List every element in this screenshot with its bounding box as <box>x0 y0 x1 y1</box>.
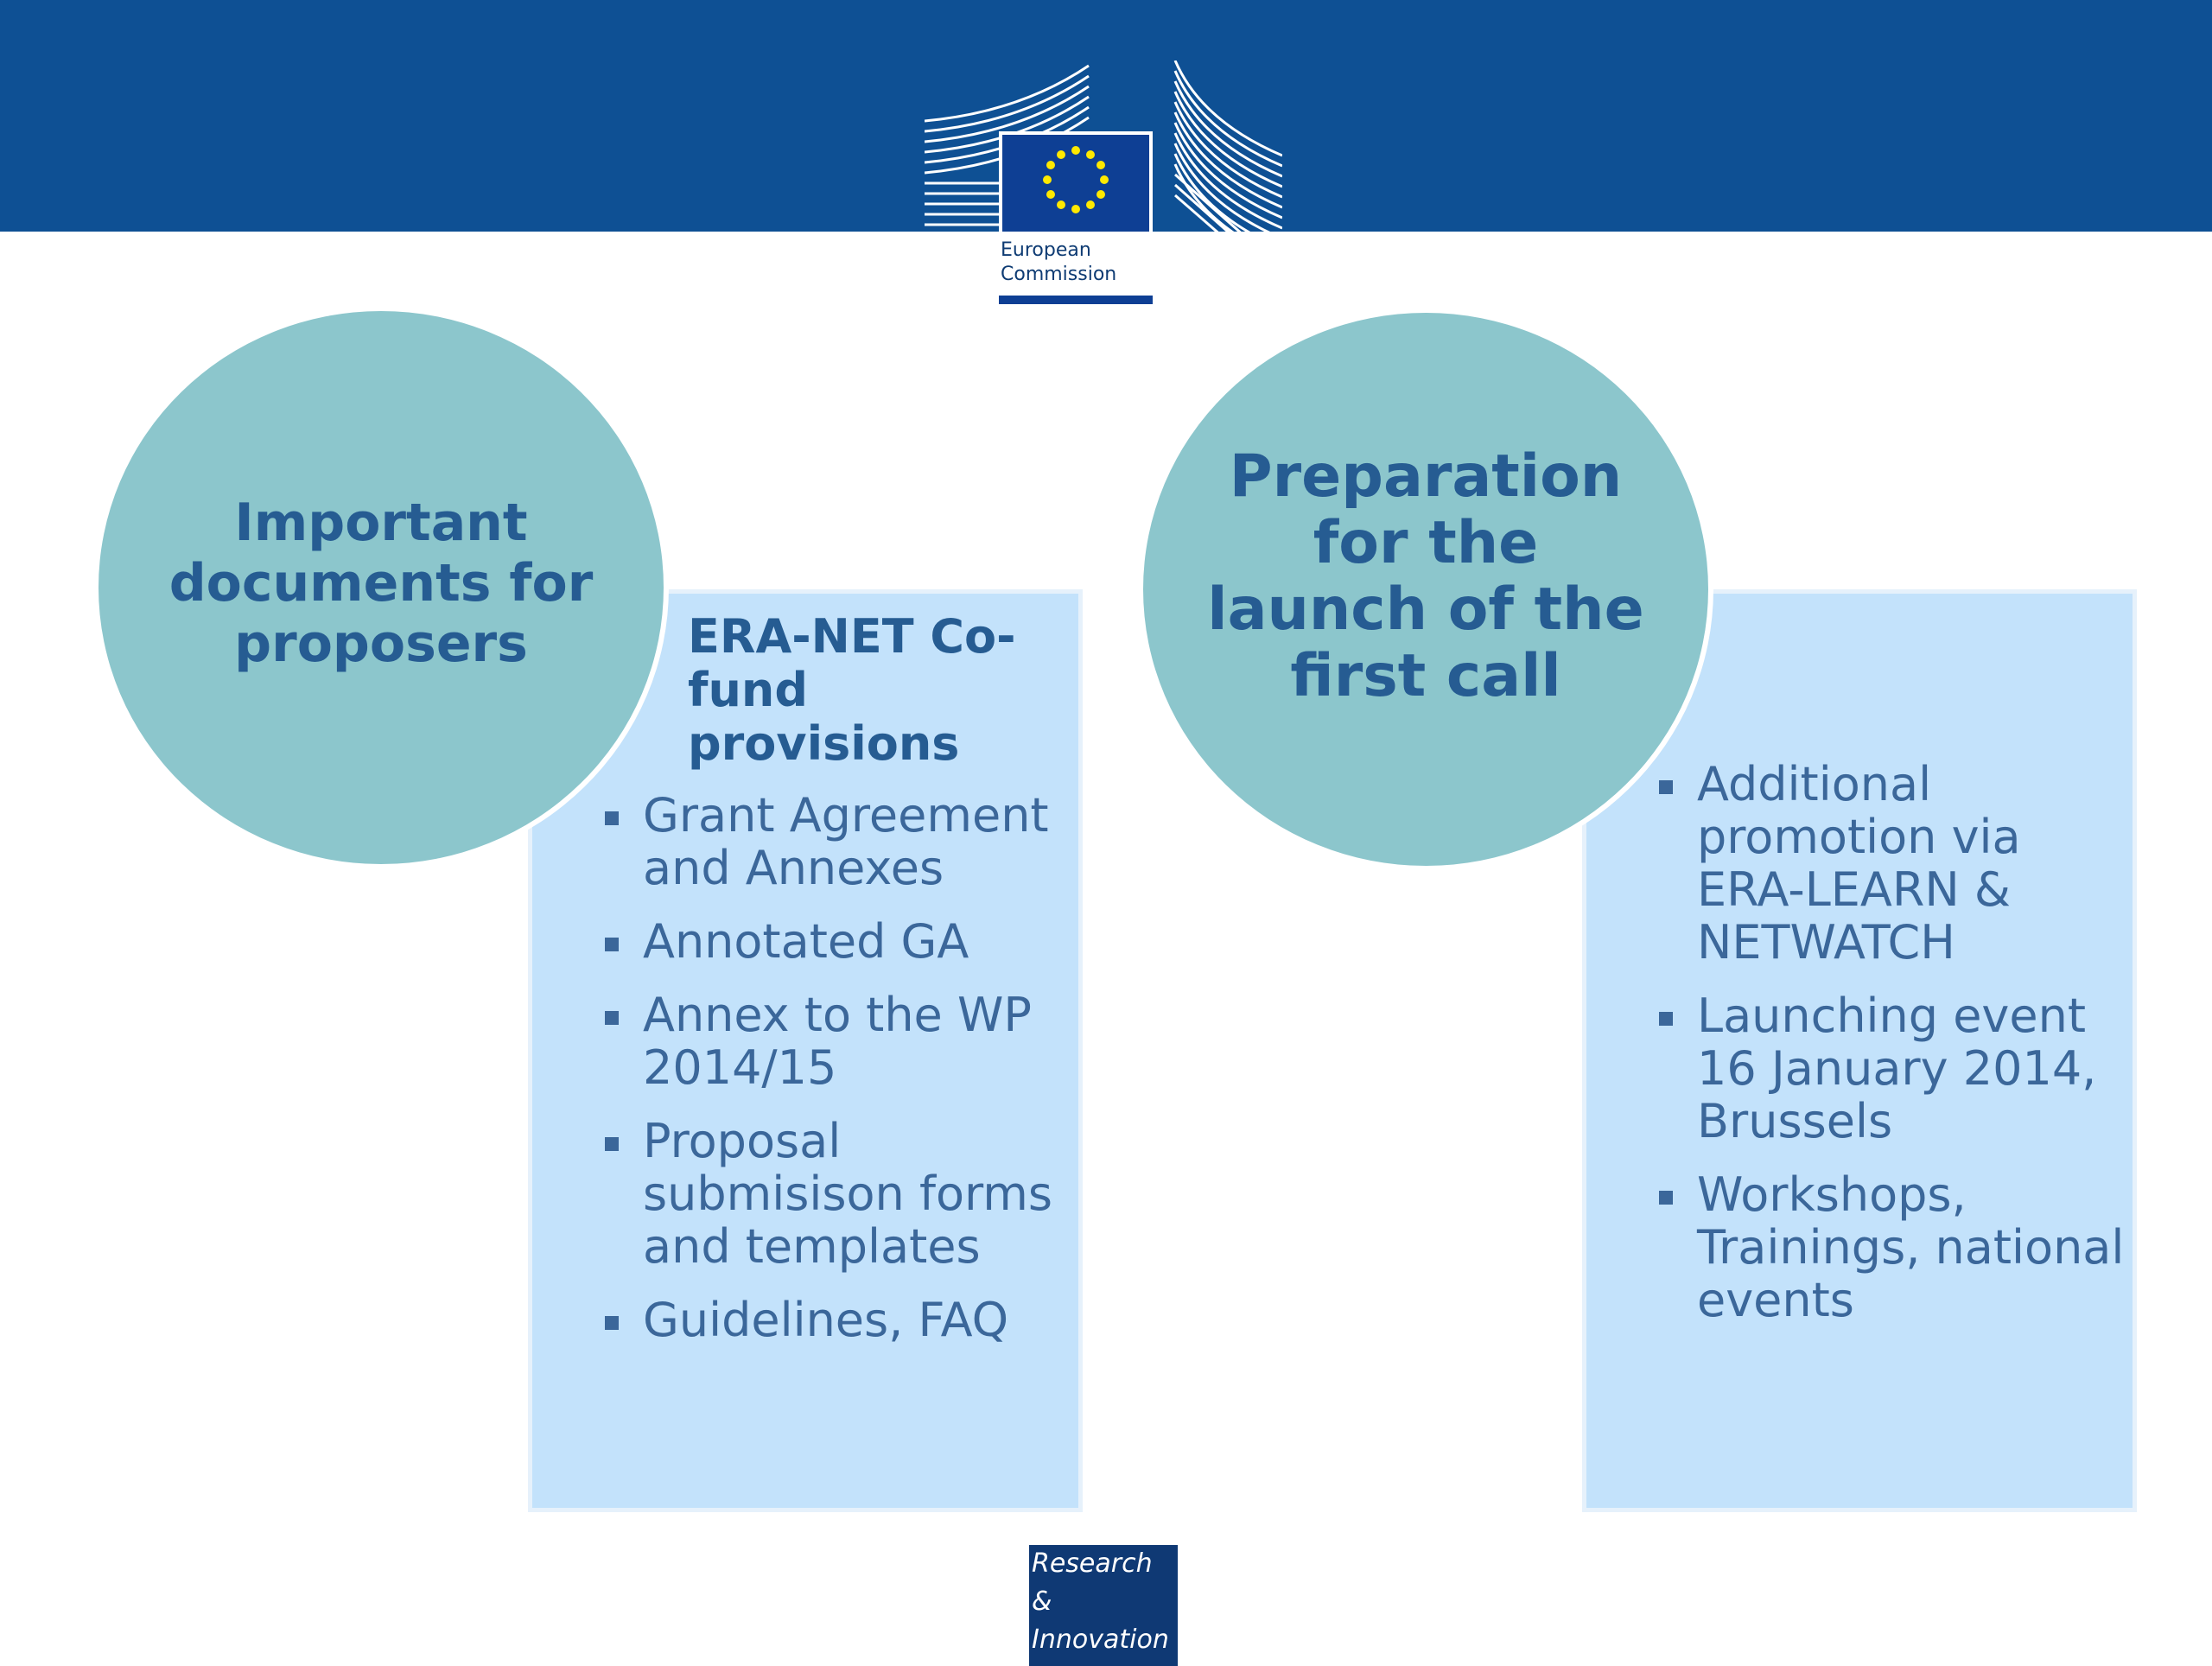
square-bullet-icon <box>1659 1191 1673 1205</box>
list-item-text: Launching event 16 January 2014, Brussels <box>1697 989 2097 1148</box>
list-item-text: Additional promotion via ERA-LEARN & NETWATCH <box>1697 757 2021 970</box>
list-item <box>605 1294 1089 1346</box>
right-circle <box>1138 308 1713 871</box>
list-item-text: Workshops, Trainings, national events <box>1697 1167 2125 1327</box>
research-innovation-text <box>1032 1545 1177 1659</box>
square-bullet-icon <box>605 811 619 825</box>
list-item <box>605 1115 1089 1273</box>
left-bullet-list <box>605 789 1089 1367</box>
list-item-text: Annex to the WP 2014/15 <box>643 988 1032 1095</box>
list-item-text: Annotated GA <box>643 914 969 969</box>
right-circle-title: Preparation for the launch of the first call <box>1207 442 1644 710</box>
list-item <box>1659 758 2126 969</box>
logo-text-line1: European <box>1001 239 1091 261</box>
square-bullet-icon <box>605 938 619 951</box>
left-circle-title: Important documents for proposers <box>168 493 594 674</box>
square-bullet-icon <box>605 1137 619 1151</box>
list-item <box>605 915 1089 968</box>
list-item <box>1659 989 2126 1148</box>
badge-line1: Research & <box>1032 1548 1153 1617</box>
list-item <box>605 989 1089 1094</box>
left-card-heading: ERA-NET Co-fund provisions <box>688 609 1016 771</box>
list-item-text: Guidelines, FAQ <box>643 1293 1009 1347</box>
square-bullet-icon <box>1659 780 1673 794</box>
square-bullet-icon <box>605 1316 619 1330</box>
list-item-text: Grant Agreement and Annexes <box>643 788 1049 895</box>
list-item-text: Proposal submisison forms and templates <box>643 1114 1052 1274</box>
logo-text <box>1001 238 1147 287</box>
left-circle <box>93 306 669 869</box>
list-item <box>1659 1168 2126 1326</box>
list-item <box>605 789 1089 894</box>
badge-line2: Innovation <box>1032 1625 1169 1655</box>
right-bullet-list <box>1659 758 2126 1347</box>
square-bullet-icon <box>1659 1012 1673 1026</box>
square-bullet-icon <box>605 1011 619 1025</box>
logo-text-line2: Commission <box>1001 264 1117 285</box>
